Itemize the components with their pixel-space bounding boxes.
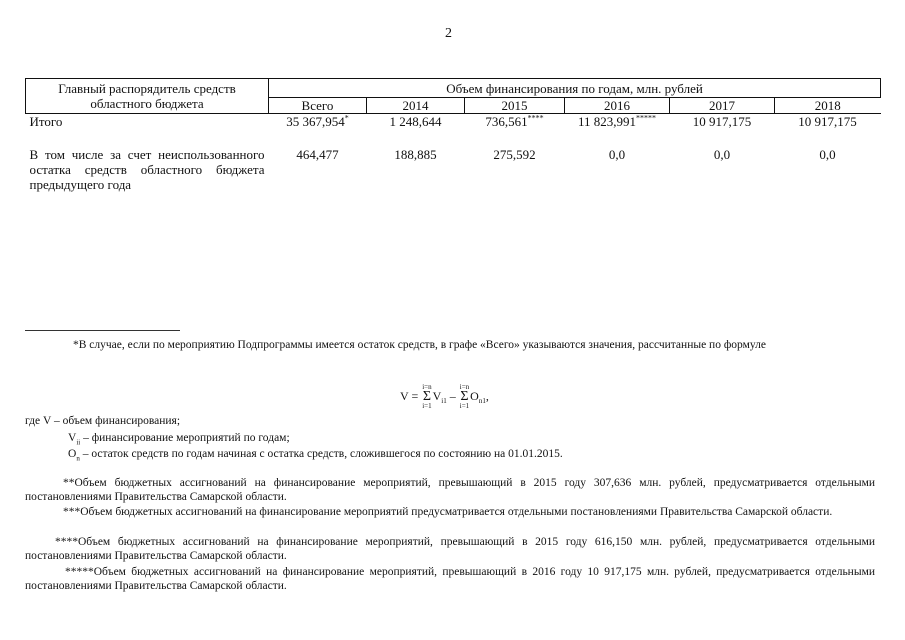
row-label: Итого	[29, 114, 63, 129]
cell-2014: 1 248,644	[389, 114, 442, 129]
cell-2016: 0,0	[608, 147, 626, 162]
col-2017-header: 2017	[670, 98, 775, 114]
financing-table	[25, 78, 881, 192]
cell-2018: 0,0	[819, 147, 836, 162]
cell-2017: 10 917,175	[692, 114, 752, 129]
cell-total: 35 367,954*	[286, 113, 349, 129]
table-row-remainder	[26, 129, 881, 192]
formula-vi-def: $V_{ii}$ – финансирование мероприятий по годам;	[68, 432, 290, 447]
header-distributor: Главный распорядитель средств областного бюджета	[26, 79, 269, 114]
col-2015-header: 2015	[465, 98, 565, 114]
col-2018-header: 2018	[775, 98, 881, 114]
formula-oi-def: $O_n$ – остаток средств по годам начиная с остатка средств, сложившегося по состоянию на 01.01.2015.	[68, 448, 563, 463]
cell-2014: 188,885	[394, 147, 437, 162]
sum-symbol: i=n Σ i=1	[459, 383, 470, 410]
cell-2017: 0,0	[713, 147, 731, 162]
cell-total: 464,477	[296, 147, 339, 162]
footnote-5: *****Объем бюджетных ассигнований на финансирование мероприятий, превышающий в 2016 году 10 917,175 млн. рублей, предусматривается отдельными постановлениями Правительства Самарской области.	[25, 566, 875, 592]
footnote-1: *В случае, если по мероприятию Подпрограммы имеется остаток средств, в графе «Всего» указываются значения, рассчитанные по формуле	[73, 339, 766, 351]
formula: V = i=n Σ $i=1V_{i1} - i=n$ Σ $i=1O_{n1}$,	[400, 383, 489, 410]
page-number: 2	[445, 26, 452, 41]
footnote-4: ****Объем бюджетных ассигнований на финансирование мероприятий, превышающий в 2015 году 616,150 млн. рублей, предусматривается отдельными постановлениями Правительства Самарской области.	[25, 536, 875, 562]
footnote-separator	[25, 330, 180, 331]
col-2014-header: 2014	[367, 98, 465, 114]
cell-2016: 11 823,991*****	[577, 113, 657, 129]
cell-2018: 10 917,175	[798, 114, 857, 129]
cell-2015: 275,592	[493, 147, 536, 162]
sum-symbol: i=n Σ i=1	[422, 383, 432, 410]
cell-2015: 736,561****	[485, 113, 544, 129]
row-label: В том числе за счет неиспользованного остатка средств областного бюджета предыдущего года	[29, 147, 265, 192]
header-financing: Объем финансирования по годам, млн. рублей	[269, 79, 881, 98]
col-2016-header: 2016	[565, 98, 670, 114]
col-total-header: Всего	[269, 98, 367, 114]
formula-where: где V – объем финансирования;	[25, 415, 181, 427]
table-row-total	[26, 114, 881, 130]
footnote-3: ***Объем бюджетных ассигнований на финансирование мероприятий предусматривается отдельными постановлениями Правительства Самарской области.	[63, 506, 833, 518]
footnote-2: **Объем бюджетных ассигнований на финансирование мероприятий, превышающий в 2015 году 307,636 млн. рублей, предусматривается отдельными постановлениями Правительства Самарской области.	[25, 477, 875, 503]
